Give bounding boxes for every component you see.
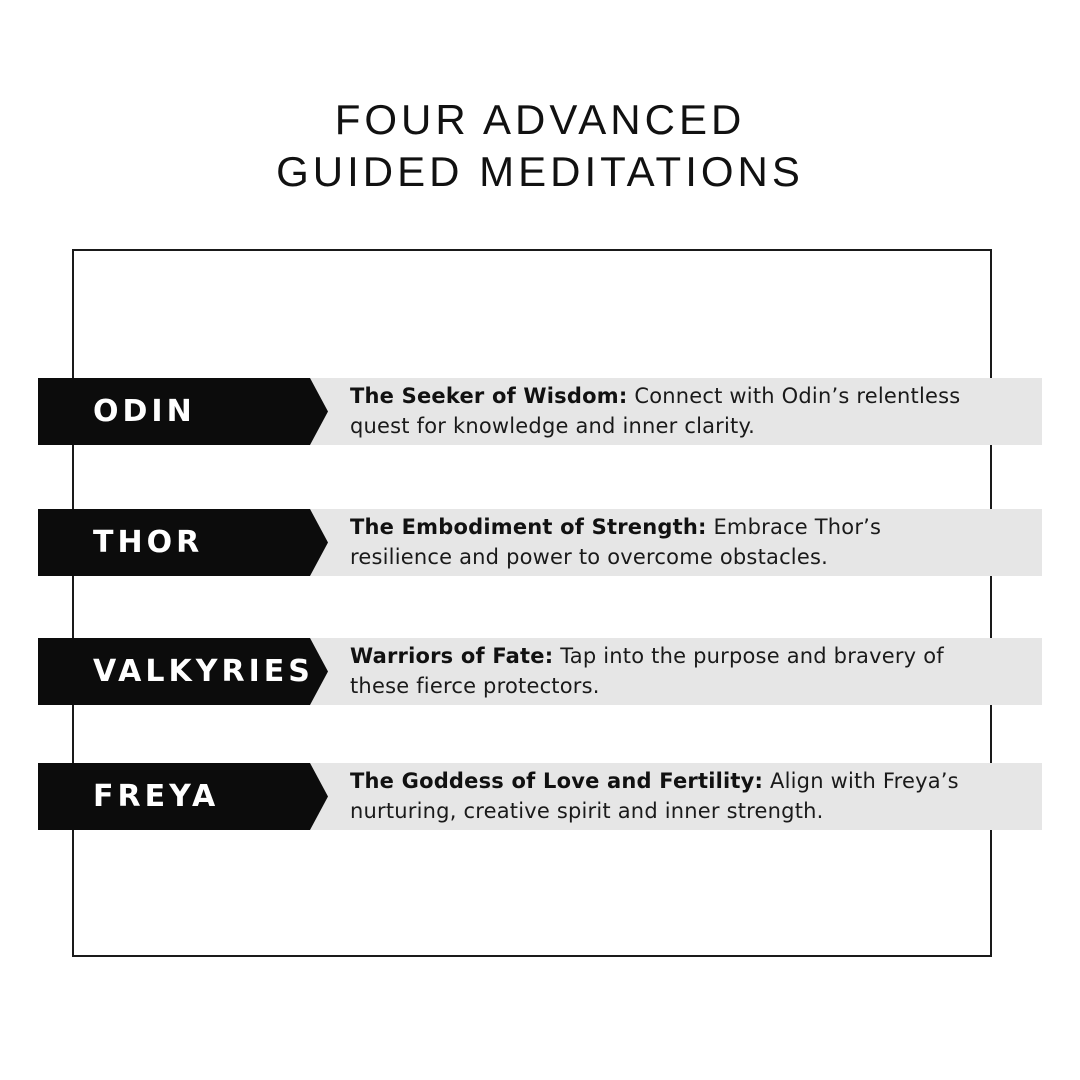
- meditation-heading: The Goddess of Love and Fertility:: [350, 769, 764, 793]
- meditation-description: [350, 381, 980, 441]
- title-line-2: GUIDED MEDITATIONS: [276, 148, 804, 195]
- page-title: [0, 94, 1080, 198]
- meditation-name: VALKYRIES: [93, 654, 314, 689]
- meditation-description: [350, 641, 980, 701]
- meditation-name: THOR: [93, 525, 204, 560]
- meditation-heading: Warriors of Fate:: [350, 644, 554, 668]
- meditation-name: ODIN: [93, 394, 196, 429]
- title-line-1: FOUR ADVANCED: [334, 96, 746, 143]
- meditation-row-freya: [38, 763, 1042, 830]
- meditation-description: [350, 766, 980, 826]
- meditation-name: FREYA: [93, 779, 220, 814]
- meditation-row-valkyries: [38, 638, 1042, 705]
- meditation-text: Connect with Odin’s relentless quest for knowledge and inner clarity.: [350, 384, 961, 438]
- content-frame: [72, 249, 992, 957]
- meditation-row-thor: [38, 509, 1042, 576]
- meditation-text: Embrace Thor’s resilience and power to overcome obstacles.: [350, 515, 882, 569]
- meditation-text: Tap into the purpose and bravery of these fierce protectors.: [350, 644, 944, 698]
- meditation-row-odin: [38, 378, 1042, 445]
- meditation-description: [350, 512, 980, 572]
- meditation-text: Align with Freya’s nurturing, creative spirit and inner strength.: [350, 769, 959, 823]
- meditation-heading: The Embodiment of Strength:: [350, 515, 707, 539]
- meditation-heading: The Seeker of Wisdom:: [350, 384, 628, 408]
